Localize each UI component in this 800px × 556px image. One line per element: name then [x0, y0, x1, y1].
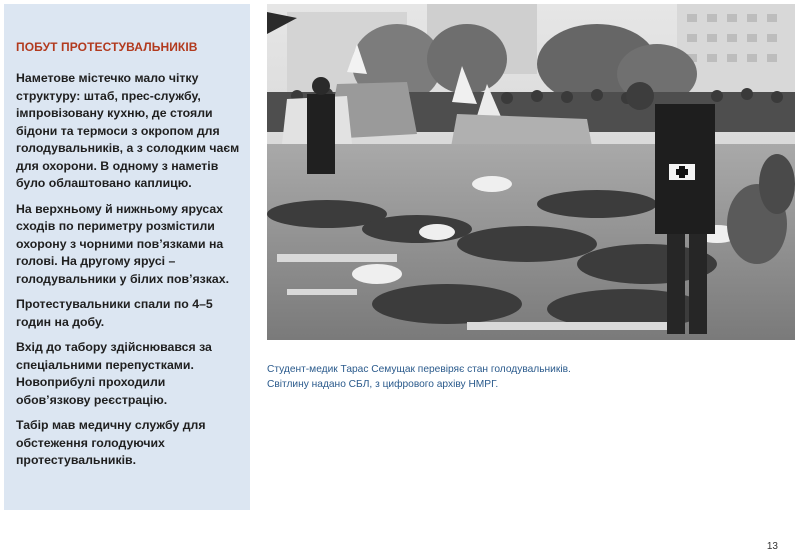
paragraph-medical: Табір мав медичну службу для обстеження голодуючих протестувальників. [16, 418, 206, 467]
photo-caption [267, 362, 787, 392]
paragraph-entry: Вхід до табору здійснювався за спеціальними перепустками. Новоприбулі проходили обов’язкову реєстрацію. [16, 340, 212, 407]
text-panel [4, 4, 250, 510]
caption-line-2: Світлину надано СБЛ, з цифрового архіву НМРГ. [267, 379, 499, 390]
caption-line-1: Студент-медик Тарас Семущак перевіряє стан голодувальників. [267, 364, 571, 375]
page-number: 13 [766, 541, 778, 552]
paragraph-guards: На верхньому й нижньому ярусах сходів по периметру розмістили охорону з чорними пов’язками на голові. На другому ярусі – голодувальники у білих пов’язках. [16, 201, 230, 286]
paragraph-structure: Наметове містечко мало чітку структуру: штаб, прес-службу, імпровізовану кухню, де стояли бідони та термоси з окропом для голодувальників, а з солодким чаєм для охорони. В одному з наметів було облаштовано каплицю. [16, 71, 240, 190]
archive-photo [267, 4, 795, 340]
section-heading: ПОБУТ ПРОТЕСТУВАЛЬНИКІВ [16, 40, 198, 54]
paragraph-sleep: Протестувальники спали по 4–5 годин на добу. [16, 297, 213, 329]
